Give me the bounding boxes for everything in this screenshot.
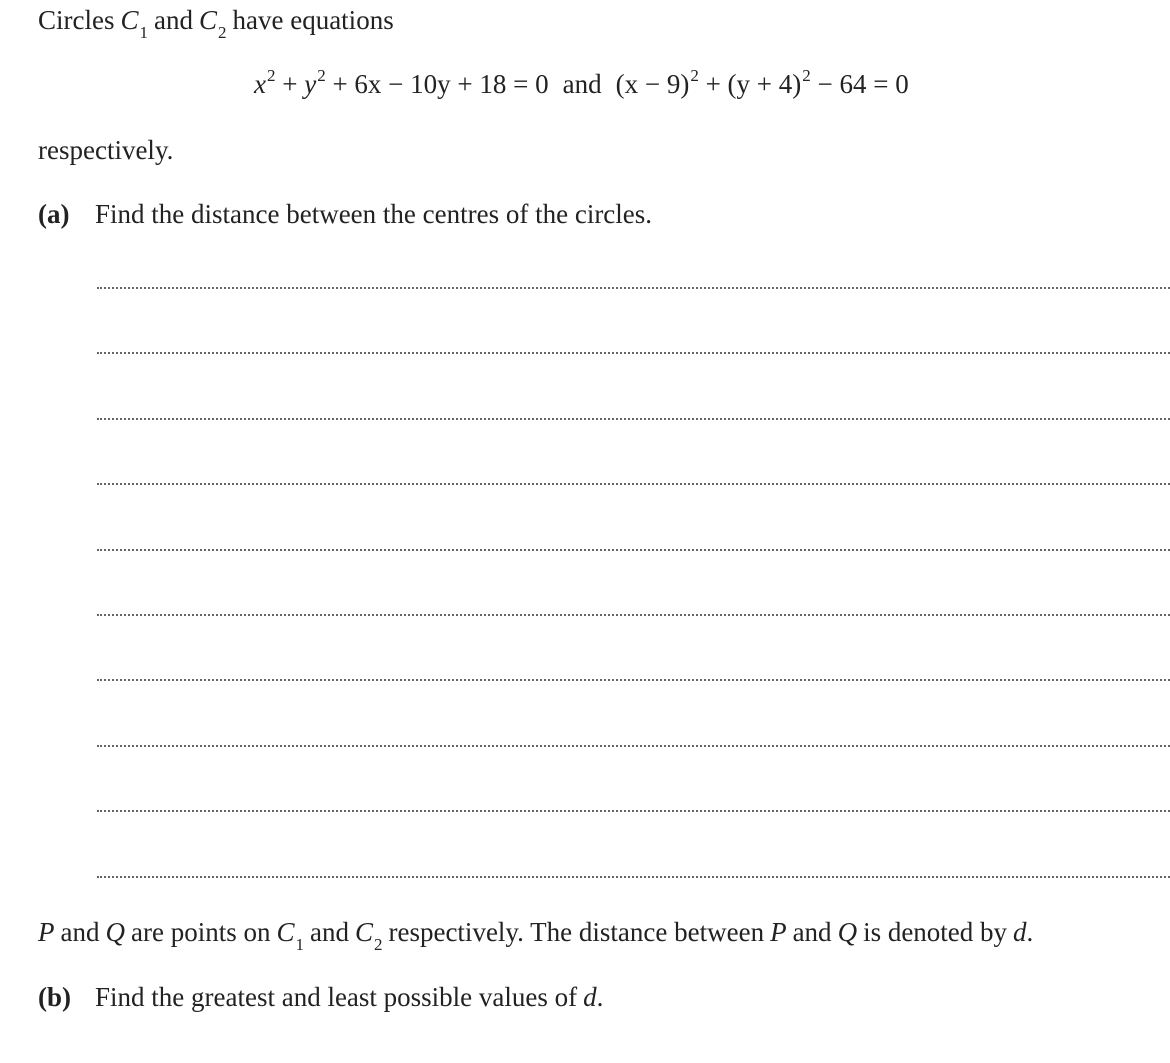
answer-dotted-line: [97, 287, 1170, 289]
pq-and-3: and: [792, 917, 832, 947]
part-b-period: .: [596, 982, 604, 1012]
eq1-y-square: 2: [317, 66, 326, 85]
eq1-tail: + 6x − 10y + 18 = 0: [332, 69, 549, 99]
pq-and-1: and: [60, 917, 100, 947]
eq1-y: y: [304, 69, 317, 99]
intro-line: [38, 4, 394, 40]
eq2-head: (x − 9): [615, 69, 690, 99]
answer-dotted-line: [97, 876, 1170, 878]
pq-statement: [38, 916, 1033, 952]
answer-dotted-line: [97, 352, 1170, 354]
pq-is-denoted-by: is denoted by: [863, 917, 1008, 947]
answer-dotted-line: [97, 418, 1170, 420]
pq-tail: respectively. The distance between: [388, 917, 765, 947]
part-b-text: Find the greatest and least possible values of: [95, 982, 578, 1012]
part-b-label: (b): [38, 982, 71, 1012]
eq2-head-square: 2: [690, 66, 699, 85]
pq-c1-letter: C: [276, 917, 295, 947]
part-a-label: (a): [38, 199, 70, 229]
intro-have-equations: have equations: [232, 5, 394, 35]
pq-c2-letter: C: [354, 917, 373, 947]
eq2-mid-square: 2: [802, 66, 811, 85]
circle-c1-letter: C: [120, 5, 139, 35]
eq1-x: x: [254, 69, 266, 99]
answer-dotted-line: [97, 483, 1170, 485]
pq-c1-subscript: 1: [295, 935, 304, 954]
point-q: Q: [105, 917, 125, 947]
pq-are-points-on: are points on: [130, 917, 271, 947]
pq-period: .: [1026, 917, 1034, 947]
answer-dotted-line: [97, 614, 1170, 616]
point-p: P: [38, 917, 55, 947]
point-q-2: Q: [837, 917, 858, 947]
circle-c2-letter: C: [198, 5, 217, 35]
pq-and-2: and: [309, 917, 349, 947]
intro-and-word: and: [154, 5, 193, 35]
answer-dotted-line: [97, 810, 1170, 812]
eq2-mid: + (y + 4): [705, 69, 802, 99]
part-a-question: [38, 198, 652, 230]
eq2-tail: − 64 = 0: [817, 69, 909, 99]
part-b-question: [38, 981, 603, 1013]
distance-d: d: [1013, 917, 1027, 947]
circle-c1-subscript: 1: [139, 23, 148, 42]
pq-c2-subscript: 2: [373, 935, 383, 954]
circle-c2-subscript: 2: [218, 23, 227, 42]
point-p-2: P: [770, 917, 787, 947]
answer-dotted-line: [97, 745, 1170, 747]
equations-display: [254, 68, 909, 104]
eq-joiner-and: and: [562, 69, 602, 99]
part-b-d: d: [583, 982, 597, 1012]
intro-circles-word: Circles: [38, 5, 115, 35]
respectively-line: respectively.: [38, 135, 174, 165]
eq1-plus: +: [282, 69, 298, 99]
answer-dotted-line: [97, 549, 1170, 551]
answer-dotted-line: [97, 679, 1170, 681]
eq1-x-square: 2: [266, 66, 276, 85]
part-a-text: Find the distance between the centres of the circles.: [95, 199, 653, 229]
